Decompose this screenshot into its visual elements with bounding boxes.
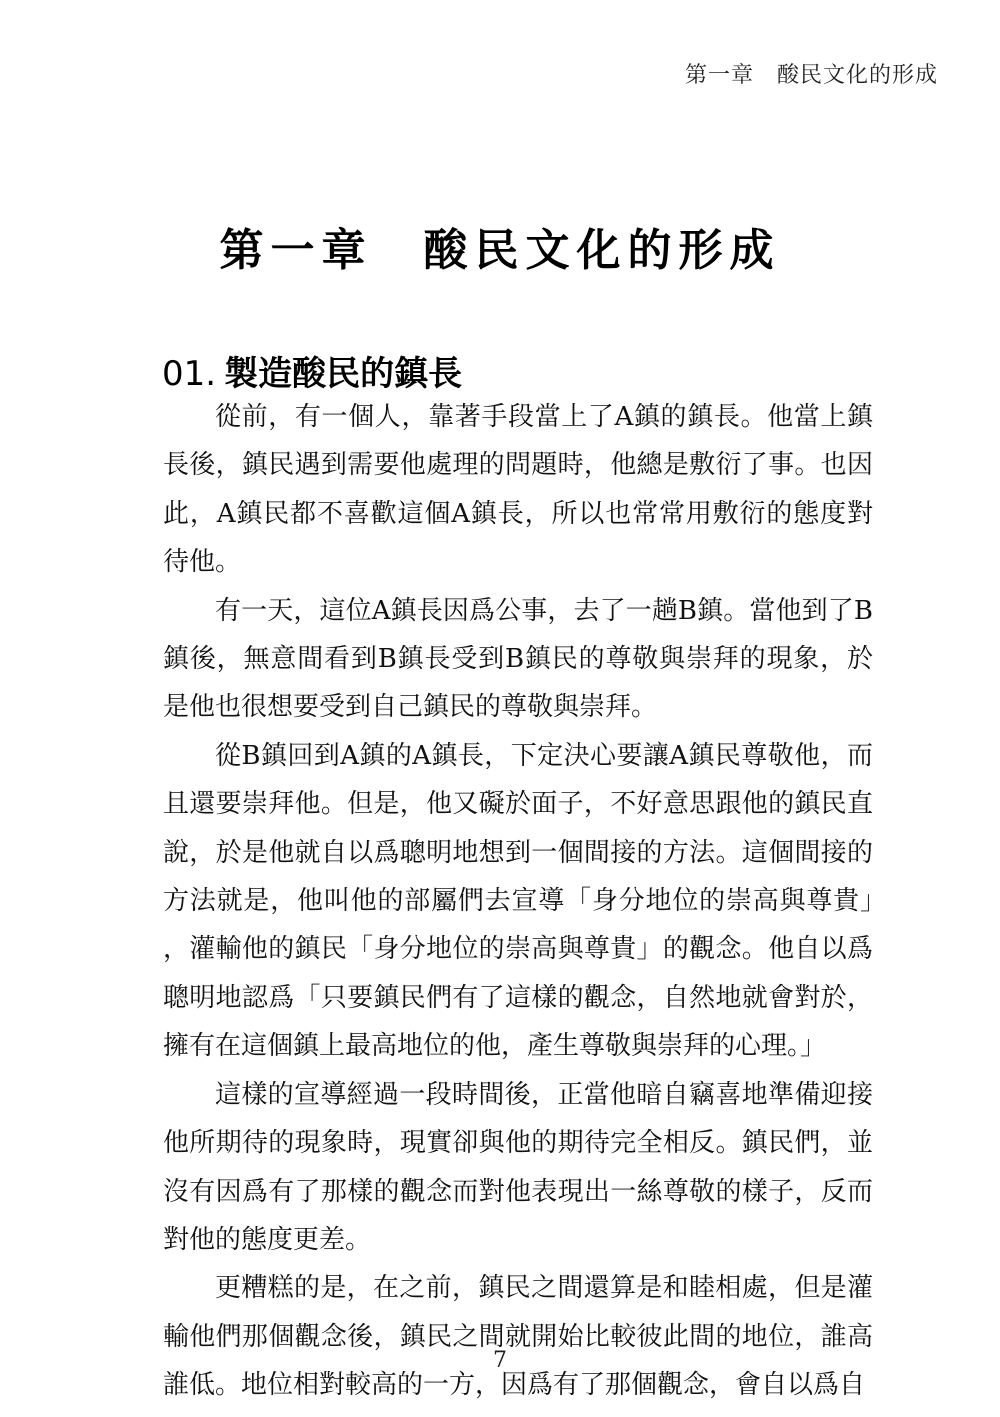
- running-header: 第一章 酸民文化的形成: [684, 63, 938, 88]
- paragraph: 從前，有一個人，靠著手段當上了A鎮的鎮長。他當上鎮長後，鎮民遇到需要他處理的問題時，他總是敷衍了事。也因此，A鎮民都不喜歡這個A鎮長，所以也常常用敷衍的態度對待他。: [163, 402, 873, 578]
- page-number: 7: [493, 1348, 507, 1373]
- paragraph: 有一天，這位A鎮長因爲公事，去了一趟B鎮。當他到了B鎮後，無意間看到B鎮長受到B鎮民的尊敬與崇拜的現象，於是他也很想要受到自己鎮民的尊敬與崇拜。: [163, 595, 873, 723]
- chapter-title: 第一章 酸民文化的形成: [219, 225, 781, 277]
- body-text: [163, 393, 873, 1410]
- section-title: 製造酸民的鎮長: [224, 354, 463, 395]
- paragraph: 這樣的宣導經過一段時間後，正當他暗自竊喜地準備迎接他所期待的現象時，現實卻與他的期待完全相反。鎮民們，並沒有因爲有了那樣的觀念而對他表現出一絲尊敬的樣子，反而對他的態度更差。: [163, 1079, 873, 1255]
- paragraph: 從B鎮回到A鎮的A鎮長，下定決心要讓A鎮民尊敬他，而且還要崇拜他。但是，他又礙於面子，不好意思跟他的鎮民直說，於是他就自以爲聰明地想到一個間接的方法。這個間接的方法就是，他叫他的部屬們去宣導「身分地位的崇高與尊貴」，灌輸他的鎮民「身分地位的崇高與尊貴」的觀念。他自以爲聰明地認爲「只要鎮民們有了這樣的觀念，自然地就會對於，擁有在這個鎮上最高地位的他，產生尊敬與崇拜的心理。」: [163, 740, 873, 1062]
- section-number: 01.: [162, 354, 217, 395]
- paragraph: 更糟糕的是，在之前，鎮民之間還算是和睦相處，但是灌輸他們那個觀念後，鎮民之間就開始比較彼此間的地位，誰高誰低。地位相對較高的一方，因爲有了那個觀念，會自以爲自: [163, 1273, 873, 1401]
- section-heading: [162, 346, 462, 395]
